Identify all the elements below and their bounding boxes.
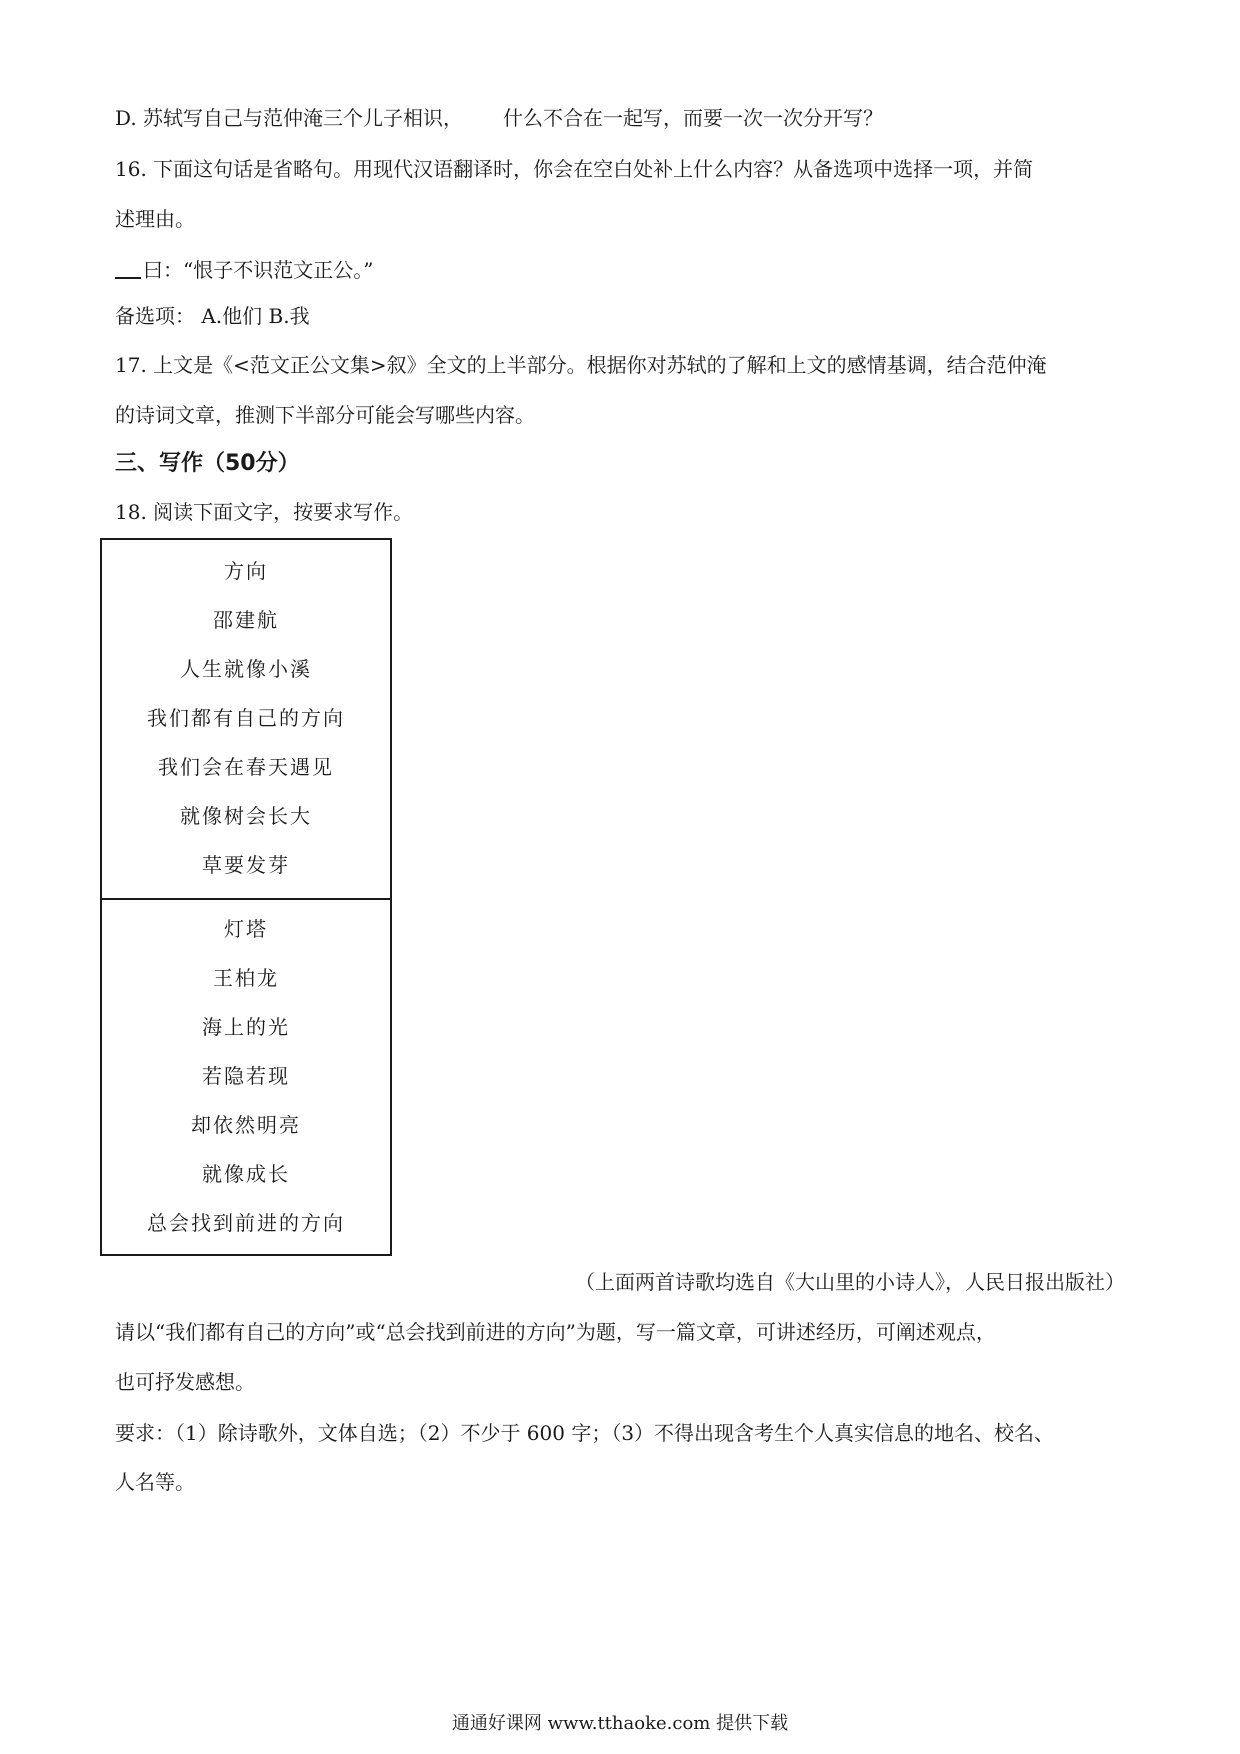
poem2-line: 若隐若现 — [202, 1064, 290, 1088]
q18-prompt-line2: 也可抒发感想。 — [115, 1370, 255, 1394]
poem2-line: 就像成长 — [202, 1162, 290, 1186]
poem-source-note: （上面两首诗歌均选自《大山里的小诗人》，人民日报出版社） — [575, 1270, 1125, 1294]
section-heading-writing: 三、写作（50分） — [115, 451, 300, 476]
poem2-title: 灯塔 — [224, 917, 268, 941]
poem1-line: 我们都有自己的方向 — [147, 706, 345, 730]
q16-line2: 述理由。 — [115, 207, 195, 231]
poem2-author: 王柏龙 — [213, 966, 279, 990]
page-footer: 通通好课网 www.tthaoke.com 提供下载 — [451, 1713, 789, 1734]
poem1-line: 草要发芽 — [202, 853, 290, 877]
q15-option-d-part1: D. 苏轼写自己与范仲淹三个儿子相识， — [115, 106, 464, 130]
poem2-line: 却依然明亮 — [191, 1113, 301, 1137]
q15-option-d — [115, 104, 1125, 132]
poem1-title: 方向 — [224, 559, 268, 583]
q16-quote — [115, 256, 1125, 284]
poem1-line: 我们会在春天遇见 — [158, 755, 334, 779]
poem2-line: 海上的光 — [202, 1015, 290, 1039]
q18-requirements-line1: 要求：（1）除诗歌外，文体自选；（2）不少于 600 字；（3）不得出现含考生个人真实信息的地名、校名、 — [115, 1421, 1055, 1445]
poem1-author: 邵建航 — [213, 608, 279, 632]
q17-line2: 的诗词文章，推测下半部分可能会写哪些内容。 — [115, 403, 535, 427]
q18-intro: 18. 阅读下面文字，按要求写作。 — [115, 500, 414, 524]
q17-line1: 17. 上文是《<范文正公文集>叙》全文的上半部分。根据你对苏轼的了解和上文的感情基调，结合范仲淹 — [115, 353, 1047, 377]
q18-prompt-line1: 请以“我们都有自己的方向”或“总会找到前进的方向”为题，写一篇文章，可讲述经历，可阐述观点， — [115, 1320, 996, 1344]
q15-option-d-part2: 什么不合在一起写，而要一次一次分开写？ — [503, 106, 884, 130]
q18-requirements-line2: 人名等。 — [115, 1470, 195, 1494]
poem-box — [100, 538, 392, 1256]
poem2-line: 总会找到前进的方向 — [147, 1211, 345, 1235]
poem1-line: 人生就像小溪 — [180, 657, 312, 681]
poem1-line: 就像树会长大 — [180, 804, 312, 828]
q16-options: 备选项： A.他们 B.我 — [115, 304, 310, 328]
q16-line1: 16. 下面这句话是省略句。用现代汉语翻译时，你会在空白处补上什么内容？从备选项中选择一项，并简 — [115, 157, 1034, 181]
poem-divider — [102, 898, 390, 900]
q16-quote-text: 曰：“恨子不识范文正公。” — [143, 258, 374, 282]
fill-in-blank — [115, 257, 141, 279]
